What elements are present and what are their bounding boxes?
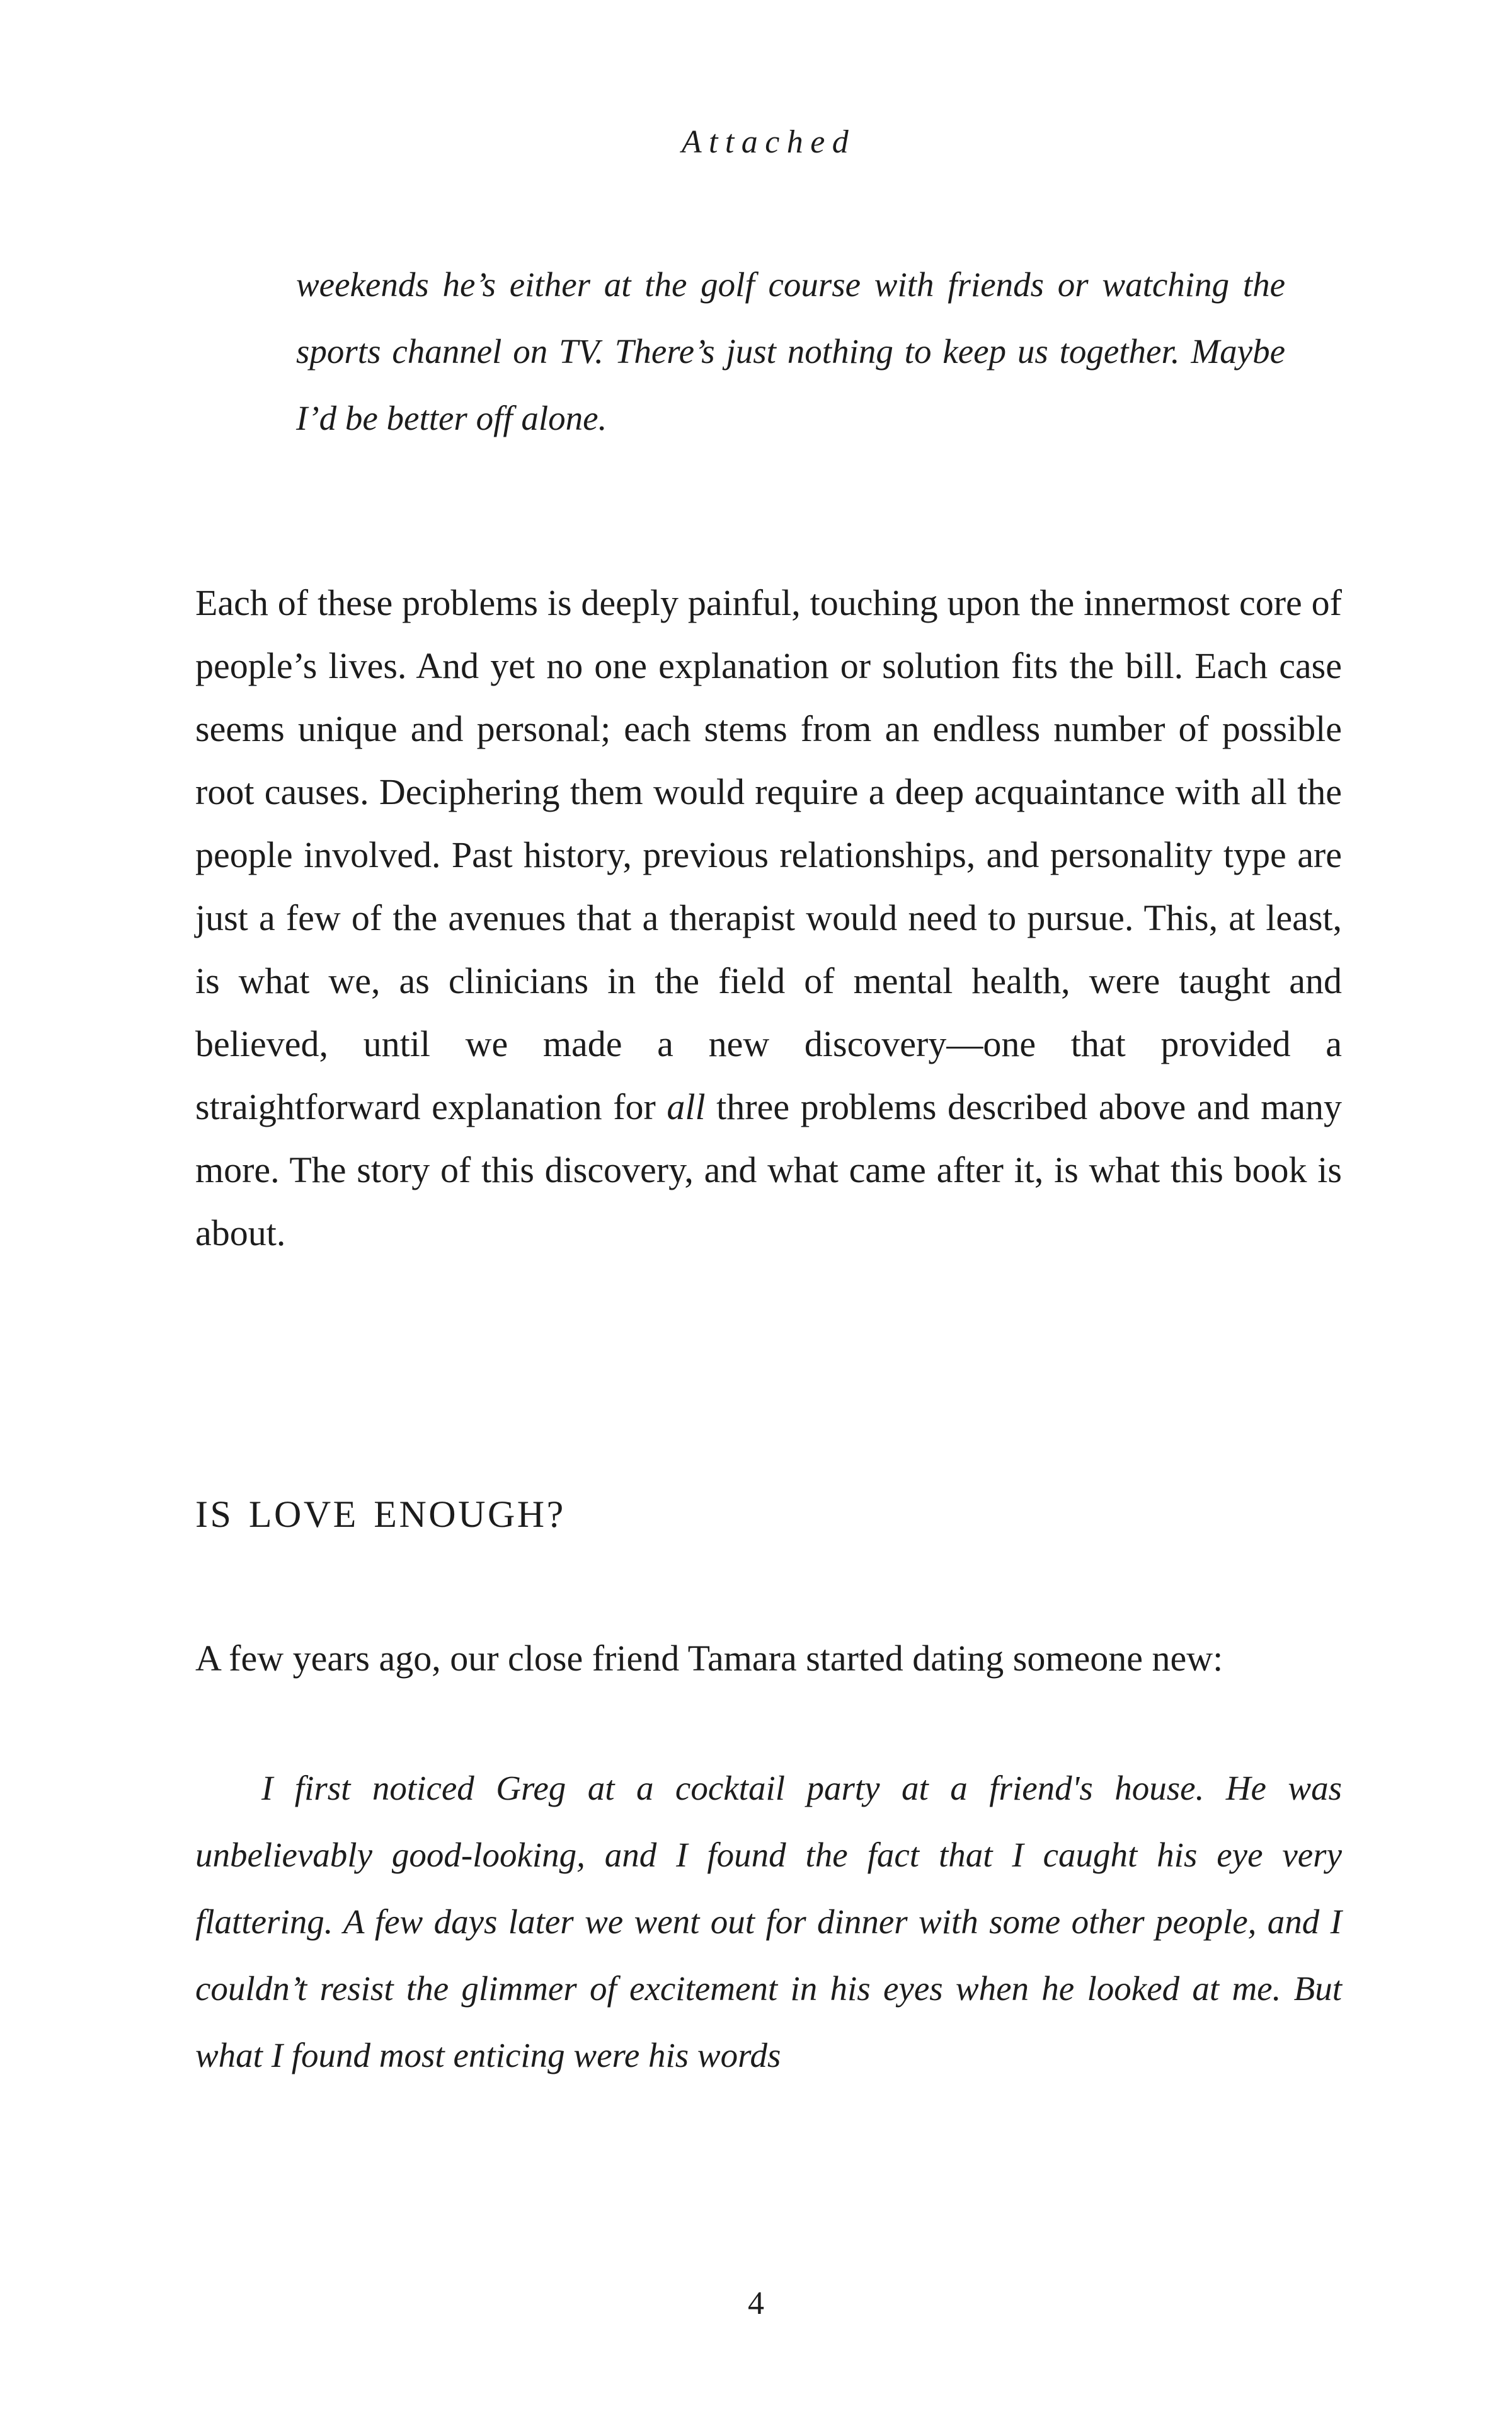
- paragraph-1-text: Each of these problems is deeply painful, touching upon the innermost core of people’s lives. And yet no one explanation or solution fits the bill. Each case seems unique and personal; each stems from an endless number of possible root causes. Deciphering them would require a deep acquaintance with all the people involved. Past history, previous relationships, and personality type are just a few of the avenues that a therapist would need to pursue. This, at least, is what we, as clinicians in the field of mental health, were taught and believed, until we made a new discovery—one that provided a straightforward explanation for: [195, 582, 1342, 1128]
- paragraph-1-text-continued: three problems described above and many more. The story of this discovery, and what came after it, is what this book is about.: [195, 1086, 1342, 1254]
- block-quote-1: weekends he’s either at the golf course with friends or watching the sports channel on TV. There’s just nothing to keep us together. Maybe I’d be better off alone.: [296, 265, 1285, 438]
- block-quote-2: I first noticed Greg at a cocktail party at a friend's house. He was unbelievably good-looking, and I found the fact that I caught his eye very flattering. A few days later we went out for dinner with some other people, and I couldn’t resist the glimmer of excitement in his eyes when he looked at me. But what I found most enticing were his words: [195, 1769, 1342, 2075]
- page-number: 4: [748, 2286, 764, 2321]
- paragraph-1: [195, 572, 1342, 1265]
- section-heading: IS LOVE ENOUGH?: [195, 1493, 566, 1536]
- paragraph-2: A few years ago, our close friend Tamara started dating someone new:: [195, 1638, 1223, 1679]
- running-head: Attached: [681, 124, 856, 160]
- paragraph-1-emphasis: all: [667, 1086, 706, 1128]
